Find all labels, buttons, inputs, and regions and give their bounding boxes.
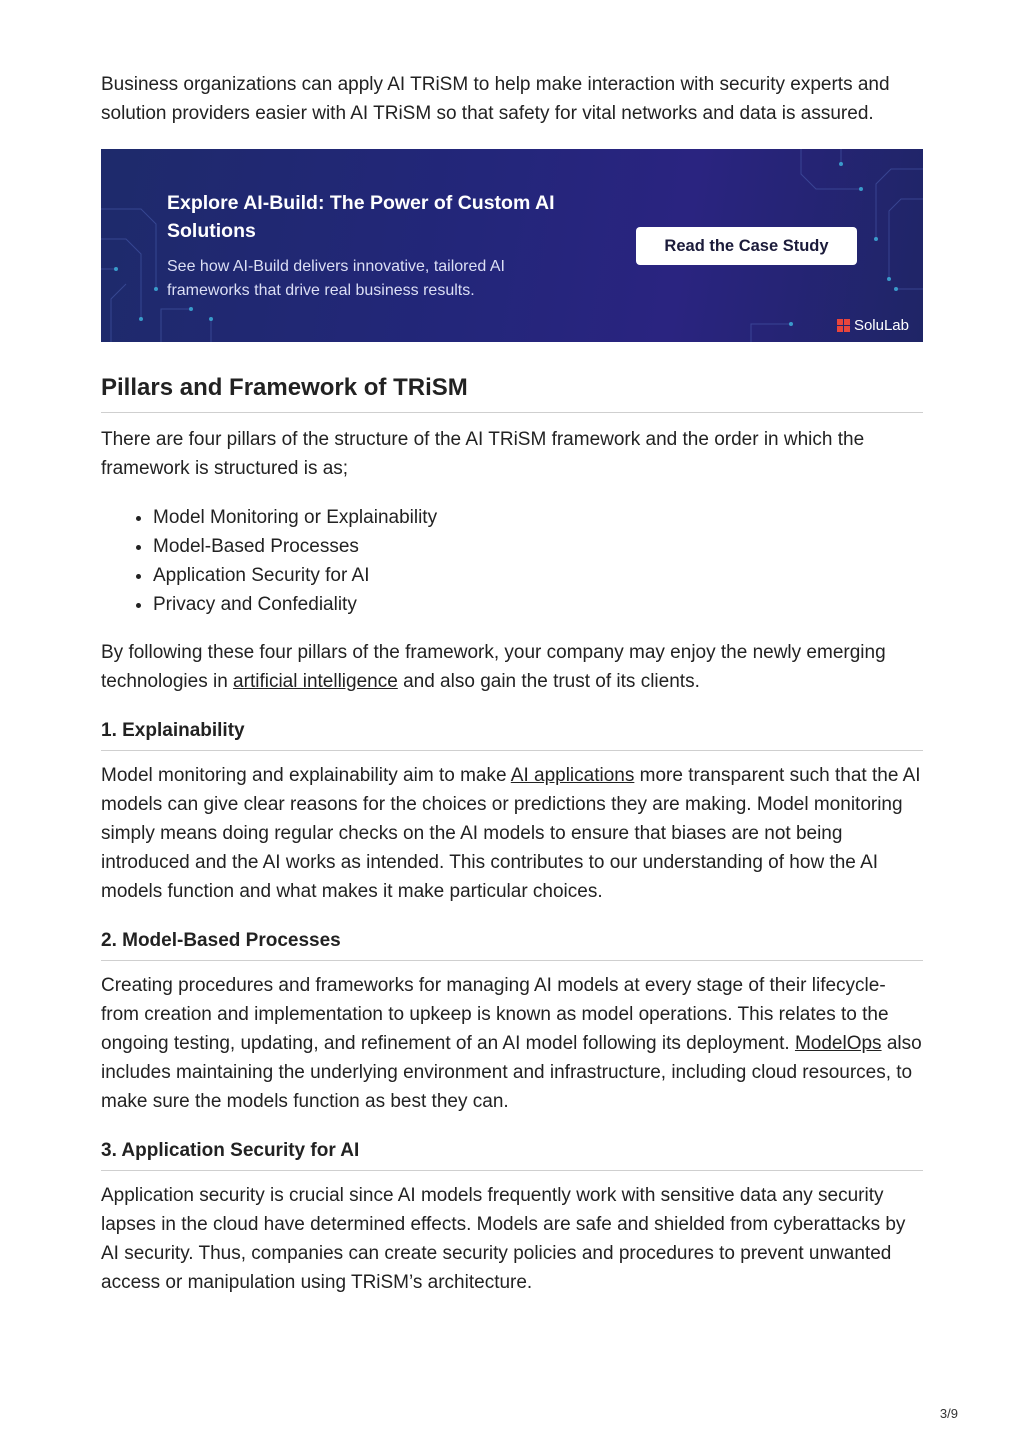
- subsection-body: Application security is crucial since AI models frequently work with sensitive data any security lapses in the cloud have determined effects. Models are safe and shielded from cyberattacks by AI security. Thus, companies can create security policies and procedures to prevent unwanted access or manipulation using TRiSM’s architecture.: [101, 1185, 906, 1293]
- promo-banner[interactable]: [101, 149, 923, 342]
- solulab-mark-icon: [837, 319, 850, 332]
- subsection-model-based-processes: [101, 929, 923, 1116]
- ai-applications-link[interactable]: AI applications: [510, 765, 635, 786]
- text: Creating procedures and frameworks for managing AI models at every stage of their lifecycle- from creation and implementation to upkeep is known as model operations. This relates to the ongoing testing, updating, and refinement of an AI model following its deployment.: [101, 975, 889, 1054]
- list-item: • Model Monitoring or Explainability: [153, 503, 923, 532]
- banner-title: Explore AI-Build: The Power of Custom AI Solutions: [167, 192, 555, 242]
- intro-paragraph: Business organizations can apply AI TRiSM to help make interaction with security experts and solution providers easier with AI TRiSM so that safety for vital networks and data is assured.: [101, 74, 890, 124]
- subsection-application-security: [101, 1139, 923, 1297]
- article: [101, 70, 923, 1297]
- follow-paragraph: [101, 638, 923, 696]
- subsection-body: [101, 761, 923, 906]
- subsection-explainability: [101, 719, 923, 906]
- subsection-heading: 3. Application Security for AI: [101, 1139, 923, 1171]
- artificial-intelligence-link[interactable]: artificial intelligence: [233, 671, 398, 692]
- text: and also gain the trust of its clients.: [397, 671, 700, 692]
- subsection-body: [101, 971, 923, 1116]
- section-heading: Pillars and Framework of TRiSM: [101, 374, 923, 413]
- list-item: • Privacy and Confediality: [153, 590, 923, 619]
- list-item: • Model-Based Processes: [153, 532, 923, 561]
- text: By following these four pillars of the framework, your company may enjoy the newly emerging technologies in: [101, 642, 886, 692]
- modelops-link[interactable]: ModelOps: [794, 1033, 882, 1054]
- banner-subtitle: See how AI-Build delivers innovative, tailored AI frameworks that drive real business results.: [167, 258, 505, 299]
- brand-name: SoluLab: [853, 317, 909, 334]
- read-case-study-button[interactable]: Read the Case Study: [636, 227, 857, 265]
- text: Model monitoring and explainability aim to make: [101, 765, 511, 786]
- page-number: 3/9: [939, 1406, 958, 1421]
- solulab-logo: [837, 317, 909, 334]
- text: more transparent such that the AI models can give clear reasons for the choices or predictions they are making. Model monitoring simply means doing regular checks on the AI models to ensure that biases are not being introduced and the AI works as intended. This contributes to our understanding of how the AI models function and what makes it make particular choices.: [101, 765, 921, 902]
- subsection-heading: 2. Model-Based Processes: [101, 929, 923, 961]
- section-lead: There are four pillars of the structure of the AI TRiSM framework and the order in which the framework is structured is as;: [101, 429, 865, 479]
- text: also includes maintaining the underlying environment and infrastructure, including cloud resources, to make sure the models function as best they can.: [101, 1033, 922, 1112]
- pillars-list: [101, 503, 923, 619]
- list-item: • Application Security for AI: [153, 561, 923, 590]
- subsection-heading: 1. Explainability: [101, 719, 923, 751]
